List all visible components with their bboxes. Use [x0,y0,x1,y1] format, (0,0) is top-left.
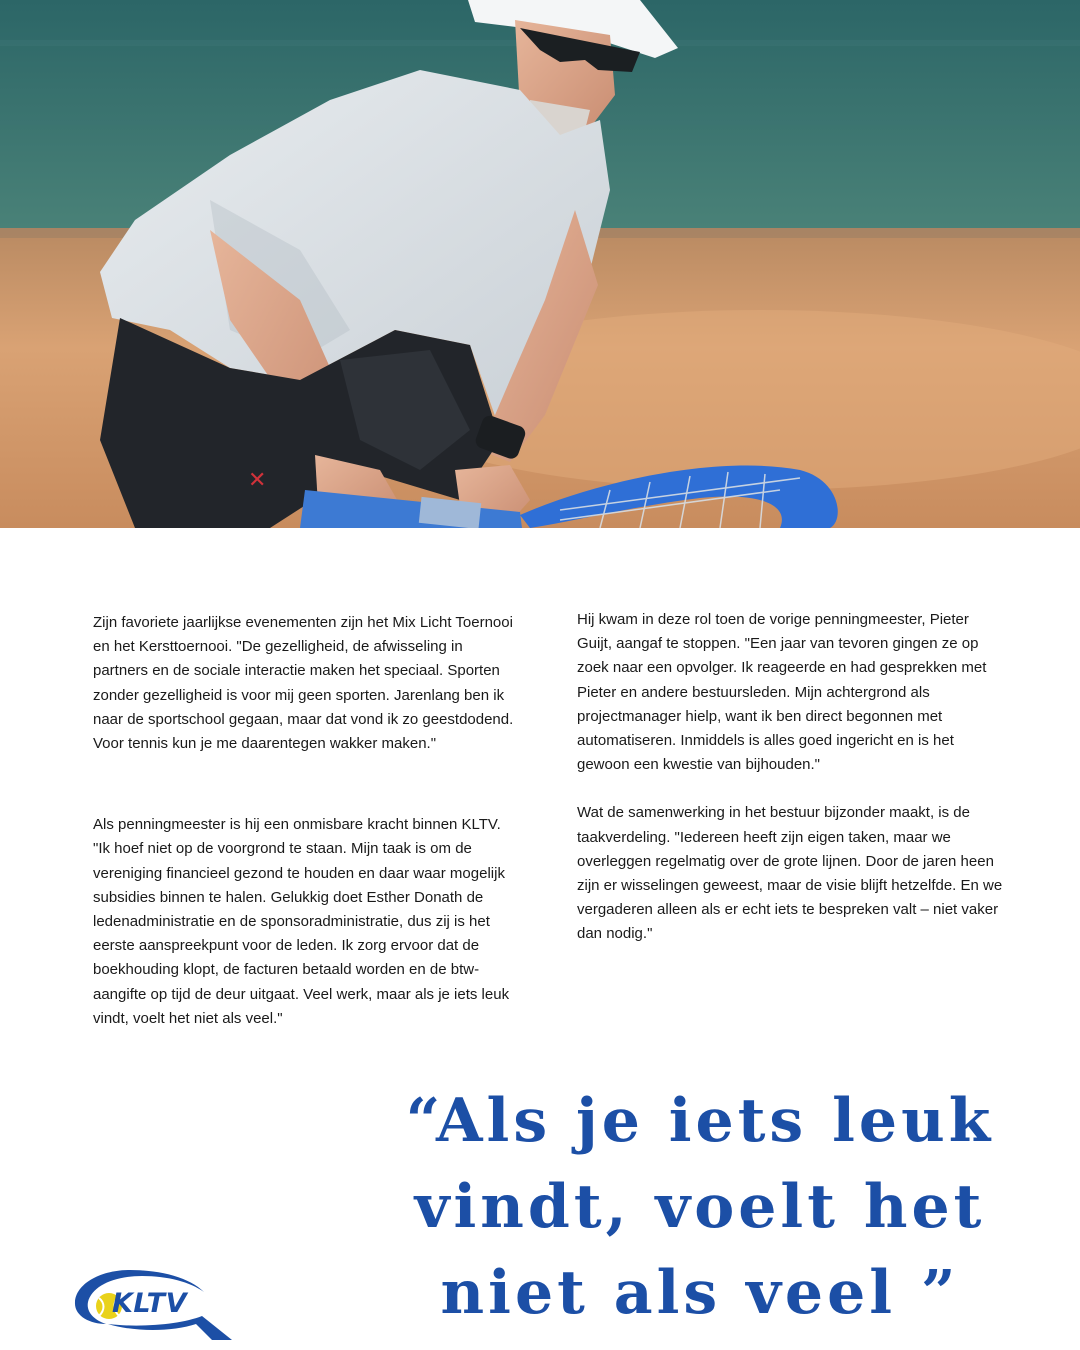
left-paragraph-2: Als penningmeester is hij een onmisbare kracht binnen KLTV. "Ik hoef niet op de voorgrond te staan. Mijn taak is om de vereniging financieel gezond te houden en daar waar mogelijk subsidies binnen te halen. Gelukkig doet Esther Donath de ledenadministratie en de sponsoradministratie, dus zij is het eerste aanspreekpunt voor de leden. Ik zorg ervoor dat de boekhouding klopt, de facturen betaald worden en de btw-aangifte op tijd de deur uitgaat. Veel werk, maar als je iets leuk vindt, voelt het niet als veel." [93,816,510,1027]
pull-quote-line-1: “Als je iets leuk [405,1086,995,1156]
pull-quote-line-3: niet als veel ” [440,1258,960,1328]
logo-text: KLTV [112,1288,187,1319]
left-paragraph-1: Zijn favoriete jaarlijkse evenementen zijn het Mix Licht Toernooi en het Kersttoernooi. "De gezelligheid, de afwisseling in partners en de sociale interactie maken het speciaal. Sporten zonder gezelligheid is voor mij geen sporten. Jarenlang ben ik naar de sportschool gegaan, maar dat vond ik zo geestdodend. Voor tennis kun je me daarentegen wakker maken." [93,614,514,753]
pull-quote [380,1078,1020,1336]
right-column [577,608,1007,947]
svg-text:✕: ✕ [248,468,267,493]
kltv-logo [72,1266,237,1346]
pull-quote-line-2: vindt, voelt het [414,1172,986,1242]
right-paragraph-2: Wat de samenwerking in het bestuur bijzonder maakt, is de taakverdeling. "Iedereen heeft zijn eigen taken, maar we overleggen regelmatig over de grote lijnen. Door de jaren heen zijn er wisselingen geweest, maar de visie blijft hetzelfde. En we vergaderen alleen als er echt iets te bespreken valt – niet vaker dan nodig." [577,804,1003,943]
tennis-player-photo [0,0,1080,528]
hero-photo [0,0,1080,528]
right-paragraph-1: Hij kwam in deze rol toen de vorige penningmeester, Pieter Guijt, aangaf te stoppen. "Een jaar van tevoren gingen ze op zoek naar een opvolger. Ik reageerde en had gesprekken met Pieter en andere bestuursleden. Mijn achtergrond als projectmanager hielp, want ik ben direct begonnen met automatiseren. Inmiddels is alles goed ingericht en is het gewoon een kwestie van bijhouden." [577,611,987,774]
left-column [93,611,518,1031]
